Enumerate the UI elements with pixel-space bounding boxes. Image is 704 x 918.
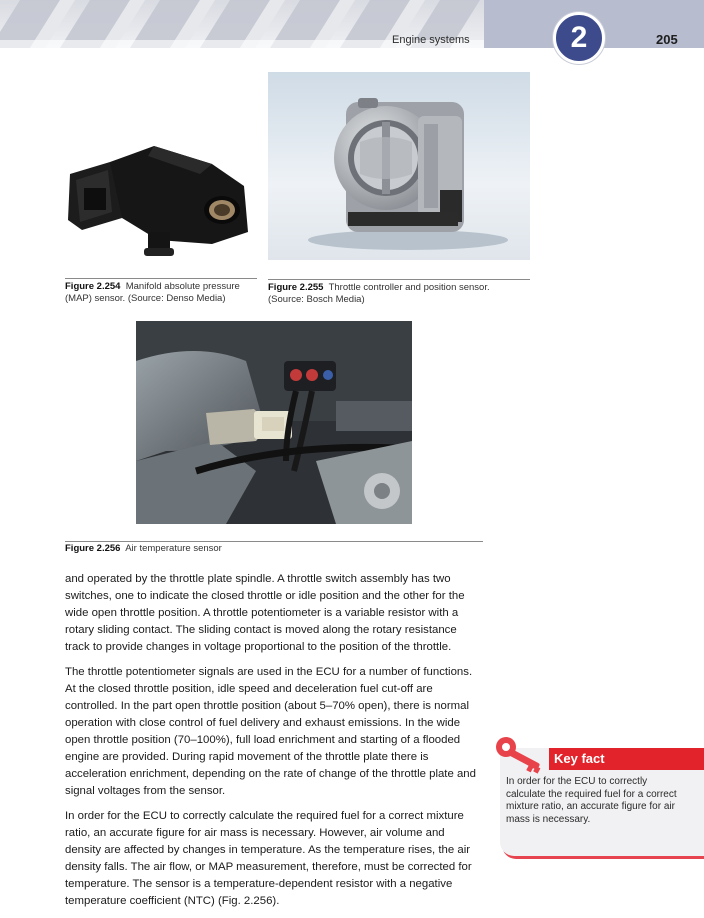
figure-label: Figure 2.256 (65, 543, 121, 554)
key-fact-box (492, 733, 704, 859)
page-number: 205 (656, 32, 678, 47)
figure-caption-2-255 (268, 282, 508, 306)
chapter-number-badge: 2 (553, 12, 605, 64)
figure-caption-2-256 (65, 543, 483, 555)
air-temperature-sensor-photo (136, 321, 412, 524)
figure-caption-2-254 (65, 281, 257, 305)
body-paragraph: In order for the ECU to correctly calculate the required fuel for a correct mixture ratio, an accurate figure for air mass is necessary. However, air volume and density are affected by changes in temperature. As the temperature rises, the air density falls. The air flow, or MAP measurement, therefore, must be corrected for temperature. The sensor is a temperature-dependent resistor with a negative temperature coefficient (NTC) (Fig. 2.256). (65, 810, 472, 907)
map-sensor-photo (62, 140, 250, 264)
throttle-body-photo (268, 72, 530, 260)
key-icon (492, 733, 552, 777)
figure-caption-text: Air temperature sensor (125, 543, 222, 554)
figure-rule (65, 541, 483, 542)
key-fact-title: Key fact (554, 751, 605, 766)
key-fact-text: In order for the ECU to correctly calculate the required fuel for a correct mixture ratio, an accurate figure for air mass is necessary. (506, 776, 677, 825)
figure-rule (65, 278, 257, 279)
figure-caption-text: Manifold absolute pressure (MAP) sensor. (Source: Denso Media) (65, 281, 240, 304)
chapter-title: Engine systems (392, 34, 470, 46)
figure-label: Figure 2.254 (65, 281, 121, 292)
body-paragraph: The throttle potentiometer signals are used in the ECU for a number of functions. At the closed throttle position, idle speed and deceleration fuel cut-off are controlled. In the part open throttle position (about 5–70% open), there is normal operation with close control of fuel delivery and exhaust emissions. In the wide open throttle position (70–100%), full load enrichment and starting of a flooded engine are provided. During rapid movement of the throttle plate there is acceleration enrichment, depending on the rate of change of the throttle plate and signal voltages from the sensor. (65, 666, 476, 797)
body-paragraph: and operated by the throttle plate spindle. A throttle switch assembly has two switches, one to indicate the closed throttle or idle position and the other for the wide open throttle position. A throttle potentiometer is a variable resistor with a rotary sliding contact. The sliding contact is moved along the rotary resistance track to provide changes in voltage proportional to the position of the throttle. (65, 573, 465, 653)
figure-rule (268, 279, 530, 280)
figure-caption-text: Throttle controller and position sensor. (Source: Bosch Media) (268, 282, 490, 305)
body-text (65, 571, 483, 918)
figure-label: Figure 2.255 (268, 282, 324, 293)
